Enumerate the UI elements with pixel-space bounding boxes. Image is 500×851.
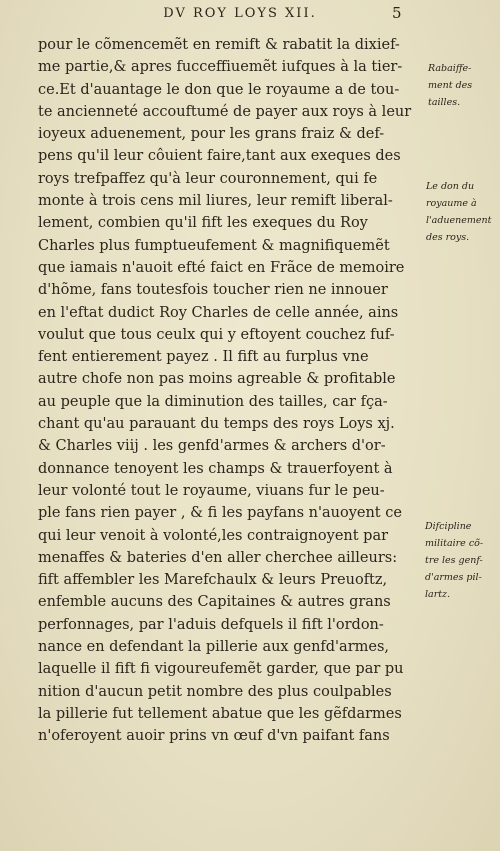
margin-note-line: ment des bbox=[428, 80, 473, 91]
text-line: en l'eftat dudict Roy Charles de celle année, ains bbox=[38, 304, 399, 321]
margin-note-line: Rabaiffe- bbox=[428, 63, 472, 74]
text-line: fift affembler les Marefchaulx & leurs Preuoftz, bbox=[38, 572, 388, 589]
margin-note bbox=[428, 60, 472, 111]
text-line: pour le cõmencemẽt en remift & rabatit la dixief- bbox=[38, 37, 400, 53]
text-line: leur volonté tout le royaume, viuans fur le peu- bbox=[38, 482, 385, 499]
text-line: nition d'aucun petit nombre des plus coulpables bbox=[38, 683, 392, 700]
margin-note-line: lartz. bbox=[425, 589, 451, 600]
text-line: voulut que tous ceulx qui y eftoyent couchez fuf- bbox=[38, 326, 395, 343]
text-line: te ancienneté accouftumé de payer aux roys à leur bbox=[38, 103, 412, 120]
text-line: me partie,& apres fucceffiuemẽt iufques à la tier- bbox=[38, 59, 403, 76]
text-line: ce.Et d'auantage le don que le royaume a de tou- bbox=[38, 81, 400, 98]
margin-note-line: militaire cõ- bbox=[425, 538, 484, 549]
text-line: fent entierement payez . Il fift au furplus vne bbox=[38, 349, 369, 366]
margin-note-line: tre les genf- bbox=[425, 555, 483, 566]
margin-note-line: Le don du bbox=[426, 181, 475, 192]
running-title: DV ROY LOYS XII. bbox=[163, 6, 317, 21]
text-line: chant qu'au parauant du temps des roys Loys xj. bbox=[38, 416, 395, 433]
text-line: ioyeux aduenement, pour les grans fraiz & def- bbox=[38, 126, 385, 143]
text-line: & Charles viij . les genfd'armes & archers d'or- bbox=[38, 438, 386, 455]
text-line: laquelle il fift fi vigoureufemẽt garder, que par pu bbox=[38, 661, 404, 678]
margin-note-line: l'aduenement bbox=[426, 215, 492, 226]
page-number: 5 bbox=[392, 4, 402, 22]
text-line: ple fans rien payer , & fi les payfans n'auoyent ce bbox=[38, 505, 402, 522]
text-line: pens qu'il leur côuient faire,tant aux exeques des bbox=[38, 148, 401, 165]
margin-note-line: tailles. bbox=[428, 97, 461, 108]
text-line: que iamais n'auoit efté faict en Frãce de memoire bbox=[38, 259, 405, 276]
text-line: enfemble aucuns des Capitaines & autres grans bbox=[38, 594, 391, 611]
margin-note-line: royaume à bbox=[426, 198, 477, 209]
margin-note-line: Difcipline bbox=[425, 521, 472, 532]
margin-note-line: d'armes pil- bbox=[425, 572, 482, 583]
text-line: autre chofe non pas moins agreable & profitable bbox=[38, 371, 396, 388]
text-line: perfonnages, par l'aduis defquels il fift l'ordon- bbox=[38, 616, 384, 633]
text-line: n'oferoyent auoir prins vn œuf d'vn paifant fans bbox=[38, 728, 390, 745]
text-line: nance en defendant la pillerie aux genfd'armes, bbox=[38, 639, 390, 656]
margin-note bbox=[425, 518, 483, 603]
text-line: d'hõme, fans toutesfois toucher rien ne innouer bbox=[38, 282, 388, 299]
text-line: Charles plus fumptueufement & magnifiquemẽt bbox=[38, 237, 390, 254]
text-line: menaffes & bateries d'en aller cherchee ailleurs: bbox=[38, 549, 398, 566]
margin-note-line: des roys. bbox=[426, 232, 470, 243]
text-line: la pillerie fut tellement abatue que les gẽfdarmes bbox=[38, 705, 402, 722]
margin-note bbox=[426, 178, 491, 246]
text-line: donnance tenoyent les champs & trauerfoyent à bbox=[38, 460, 393, 477]
text-line: qui leur venoit à volonté,les contraignoyent par bbox=[38, 527, 389, 544]
body-text bbox=[38, 34, 423, 748]
text-line: lement, combien qu'il fift les exeques du Roy bbox=[38, 215, 368, 232]
text-line: monte à trois cens mil liures, leur remift liberal- bbox=[38, 193, 393, 210]
text-line: roys trefpaffez qu'à leur couronnement, qui fe bbox=[38, 170, 378, 187]
text-line: au peuple que la diminution des tailles, car fça- bbox=[38, 393, 388, 410]
